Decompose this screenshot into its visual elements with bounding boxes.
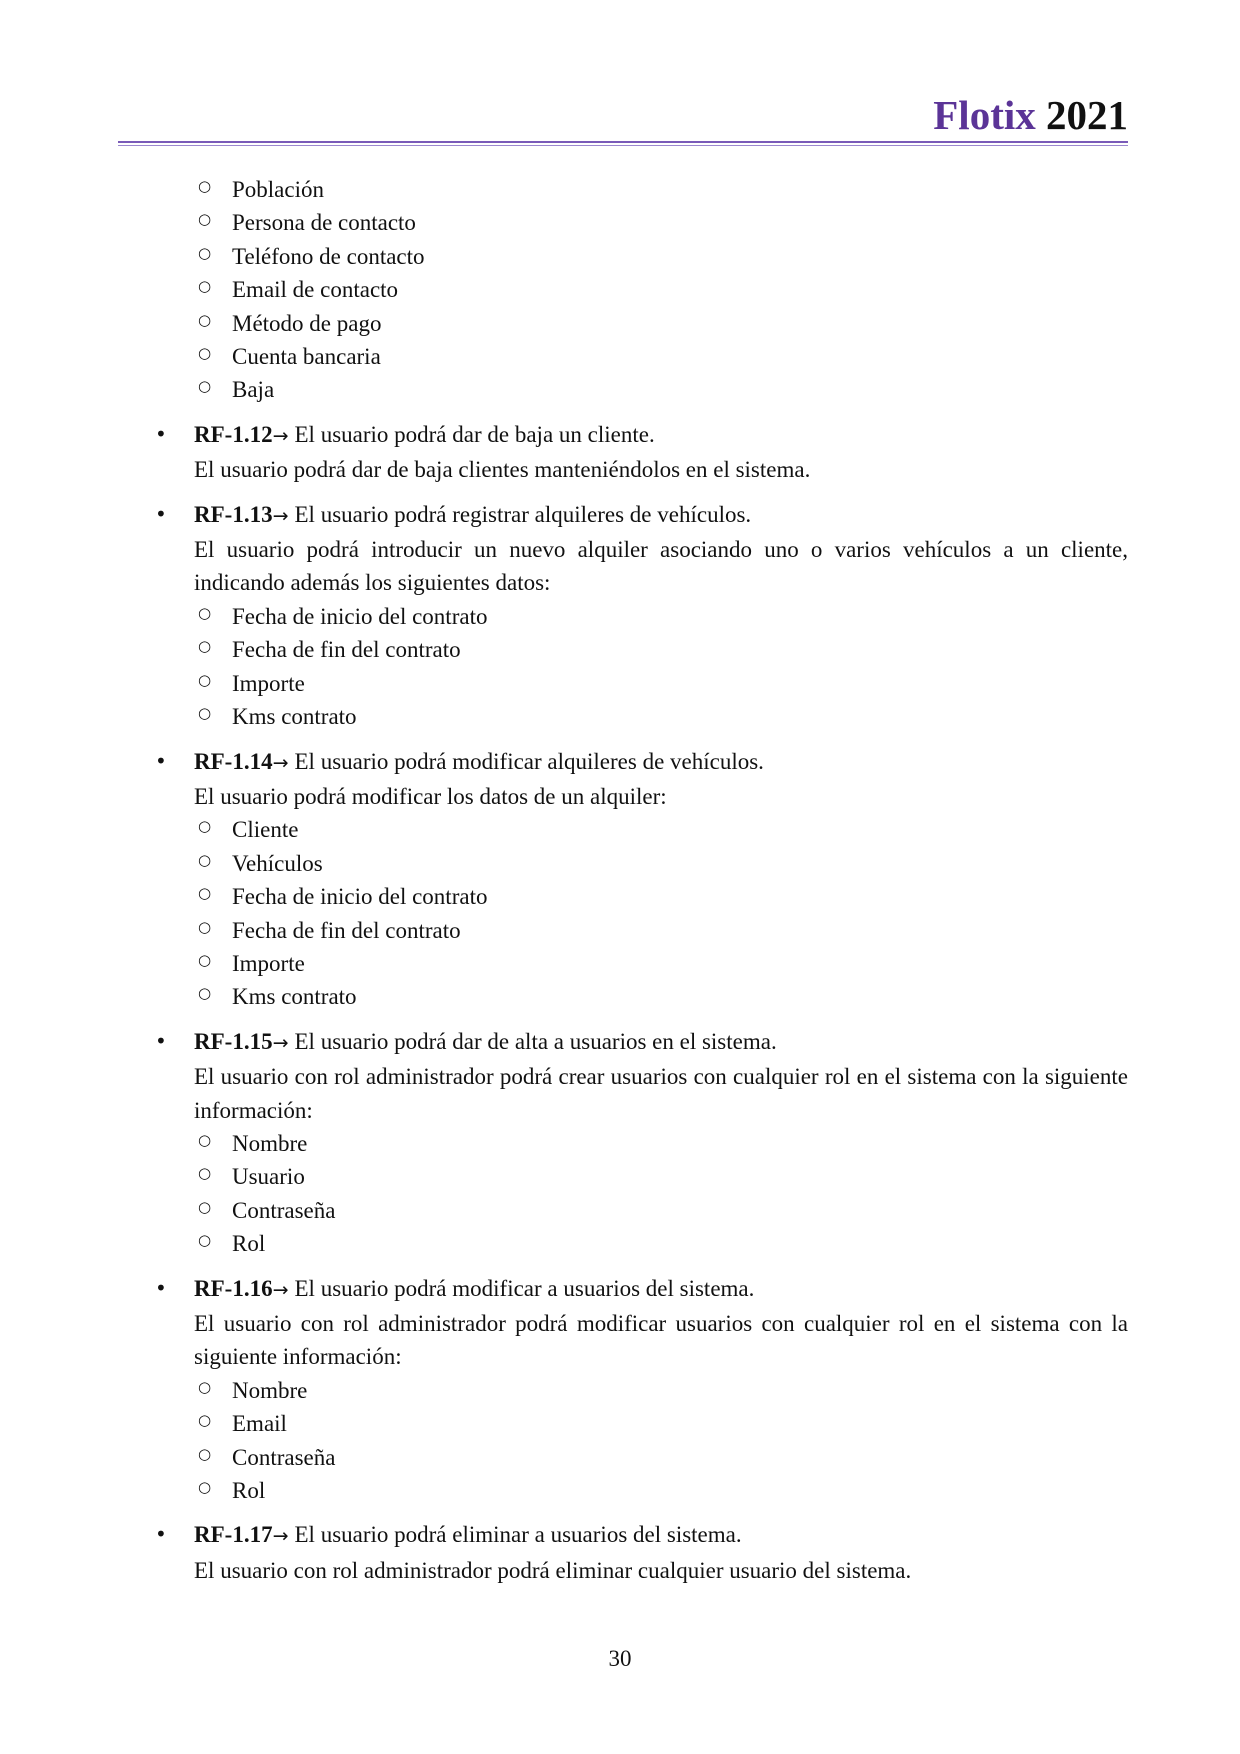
filled-bullet-icon: • (155, 748, 167, 773)
requirement-rf-1.14 (118, 745, 1128, 1014)
sub-list-item-text: Kms contrato (232, 704, 357, 730)
sub-list-item-text: Método de pago (232, 310, 382, 336)
right-arrow-icon: → (272, 1525, 289, 1548)
sub-list-item-text: Fecha de fin del contrato (232, 637, 461, 663)
sub-list-item-text: Email (232, 1411, 287, 1437)
sub-list-item (198, 600, 1128, 633)
requirement-title: El usuario podrá dar de baja un cliente. (294, 421, 655, 447)
sub-list-item-text: Nombre (232, 1130, 308, 1156)
requirement-heading (194, 1025, 1128, 1060)
page-number: 30 (608, 1646, 632, 1671)
sub-list-item (198, 1407, 1128, 1440)
sub-list-item-text: Rol (232, 1478, 266, 1504)
sub-list-item (198, 1127, 1128, 1160)
hollow-circle-bullet-icon: ○ (198, 950, 212, 969)
sub-list-item (198, 240, 1128, 273)
sub-list-item-text: Email de contacto (232, 277, 399, 303)
sub-list-item-text: Teléfono de contacto (232, 243, 425, 269)
hollow-circle-bullet-icon: ○ (198, 670, 212, 689)
sub-list-item-text: Cuenta bancaria (232, 344, 381, 370)
sub-list-item-text: Persona de contacto (232, 210, 416, 236)
requirement-heading (194, 1272, 1128, 1307)
sub-list-item-text: Población (232, 177, 324, 202)
sub-list-item (198, 373, 1128, 406)
sub-list-item-text: Importe (232, 670, 305, 696)
requirement-heading (194, 498, 1128, 533)
requirement-field-list (194, 1374, 1128, 1508)
intro-sub-list (118, 173, 1128, 407)
hollow-circle-bullet-icon: ○ (198, 984, 212, 1003)
requirement-code: RF-1.16 (194, 1275, 273, 1301)
requirement-field-list (194, 813, 1128, 1013)
sub-list-item (198, 700, 1128, 733)
right-arrow-icon: → (272, 751, 289, 774)
sub-list-item (198, 1160, 1128, 1193)
header-rule-bottom (118, 145, 1128, 146)
sub-list-item (198, 273, 1128, 306)
sub-list-item (198, 206, 1128, 239)
right-arrow-icon: → (272, 504, 289, 527)
requirement-heading (194, 418, 1128, 453)
filled-bullet-icon: • (155, 1275, 167, 1300)
header-rule-top (118, 141, 1128, 143)
page-content (118, 173, 1128, 1587)
hollow-circle-bullet-icon: ○ (198, 637, 212, 656)
requirement-title: El usuario podrá modificar a usuarios del sistema. (294, 1275, 755, 1301)
requirement-rf-1.13 (118, 498, 1128, 734)
hollow-circle-bullet-icon: ○ (198, 277, 212, 296)
requirement-code: RF-1.13 (194, 501, 273, 527)
filled-bullet-icon: • (155, 421, 167, 446)
sub-list-item (198, 1474, 1128, 1507)
sub-list-item-text: Usuario (232, 1164, 305, 1190)
hollow-circle-bullet-icon: ○ (198, 243, 212, 262)
sub-list-item-text: Importe (232, 950, 305, 976)
requirement-description: El usuario podrá dar de baja clientes manteniéndolos en el sistema. (194, 457, 811, 483)
sub-list-item (198, 980, 1128, 1013)
requirement-description: El usuario podrá modificar los datos de un alquiler: (194, 783, 667, 809)
sub-list-item (198, 914, 1128, 947)
sub-list-item (198, 340, 1128, 373)
requirement-title: El usuario podrá dar de alta a usuarios en el sistema. (294, 1028, 777, 1054)
sub-list-item (198, 947, 1128, 980)
sub-list-item-text: Contraseña (232, 1444, 336, 1470)
sub-list-item (198, 1227, 1128, 1260)
filled-bullet-icon: • (155, 1522, 167, 1547)
sub-list-item (198, 173, 1128, 206)
hollow-circle-bullet-icon: ○ (198, 1231, 212, 1250)
hollow-circle-bullet-icon: ○ (198, 1444, 212, 1463)
requirement-heading (194, 745, 1128, 780)
hollow-circle-bullet-icon: ○ (198, 310, 212, 329)
filled-bullet-icon: • (155, 1028, 167, 1053)
requirements-list (118, 418, 1128, 1587)
requirement-code: RF-1.15 (194, 1028, 273, 1054)
requirement-rf-1.12 (118, 418, 1128, 487)
hollow-circle-bullet-icon: ○ (198, 850, 212, 869)
hollow-circle-bullet-icon: ○ (198, 603, 212, 622)
hollow-circle-bullet-icon: ○ (198, 177, 212, 195)
filled-bullet-icon: • (155, 501, 167, 526)
sub-list-item (198, 307, 1128, 340)
sub-list-item-text: Fecha de inicio del contrato (232, 884, 488, 910)
sub-list-item (198, 847, 1128, 880)
requirement-code: RF-1.12 (194, 421, 273, 447)
hollow-circle-bullet-icon: ○ (198, 1130, 212, 1149)
sub-list-item (198, 813, 1128, 846)
requirement-description: El usuario con rol administrador podrá crear usuarios con cualquier rol en el sistema con la siguiente información: (194, 1064, 1128, 1123)
sub-list-item-text: Vehículos (232, 850, 323, 876)
requirement-code: RF-1.14 (194, 748, 273, 774)
hollow-circle-bullet-icon: ○ (198, 344, 212, 363)
hollow-circle-bullet-icon: ○ (198, 817, 212, 836)
sub-list-item-text: Cliente (232, 817, 299, 843)
hollow-circle-bullet-icon: ○ (198, 210, 212, 229)
right-arrow-icon: → (272, 1031, 289, 1054)
hollow-circle-bullet-icon: ○ (198, 1197, 212, 1216)
sub-list-item-text: Fecha de inicio del contrato (232, 603, 488, 629)
requirement-rf-1.17 (118, 1518, 1128, 1587)
document-title (933, 92, 1128, 138)
sub-list-item (198, 633, 1128, 666)
hollow-circle-bullet-icon: ○ (198, 884, 212, 903)
hollow-circle-bullet-icon: ○ (198, 917, 212, 936)
right-arrow-icon: → (272, 424, 289, 447)
requirement-rf-1.16 (118, 1272, 1128, 1508)
requirement-description: El usuario con rol administrador podrá eliminar cualquier usuario del sistema. (194, 1557, 912, 1583)
requirement-field-list (194, 1127, 1128, 1261)
sub-list-item-text: Rol (232, 1231, 266, 1257)
requirement-description: El usuario con rol administrador podrá modificar usuarios con cualquier rol en el sistema con la siguiente información: (194, 1311, 1128, 1370)
hollow-circle-bullet-icon: ○ (198, 1478, 212, 1497)
sub-list-item-text: Nombre (232, 1377, 308, 1403)
requirement-code: RF-1.17 (194, 1522, 273, 1548)
requirement-rf-1.15 (118, 1025, 1128, 1261)
hollow-circle-bullet-icon: ○ (198, 1377, 212, 1396)
sub-list-item-text: Kms contrato (232, 984, 357, 1010)
sub-list-item-text: Contraseña (232, 1197, 336, 1223)
requirement-title: El usuario podrá registrar alquileres de vehículos. (294, 501, 752, 527)
right-arrow-icon: → (272, 1278, 289, 1301)
hollow-circle-bullet-icon: ○ (198, 704, 212, 723)
sub-list-item-text: Fecha de fin del contrato (232, 917, 461, 943)
sub-list-item (198, 1194, 1128, 1227)
requirement-heading (194, 1518, 1128, 1553)
sub-list-item-text: Baja (232, 377, 275, 403)
page-header (118, 90, 1128, 148)
sub-list-item (198, 880, 1128, 913)
document-year: 2021 (1046, 92, 1128, 138)
hollow-circle-bullet-icon: ○ (198, 1164, 212, 1183)
requirement-title: El usuario podrá modificar alquileres de vehículos. (294, 748, 764, 774)
hollow-circle-bullet-icon: ○ (198, 377, 212, 396)
sub-list-item (198, 1374, 1128, 1407)
brand-name: Flotix (933, 92, 1036, 138)
sub-list-item (198, 1441, 1128, 1474)
sub-list-item (198, 667, 1128, 700)
requirement-description: El usuario podrá introducir un nuevo alquiler asociando uno o varios vehículos a un cliente, indicando además los siguientes datos: (194, 537, 1128, 596)
requirement-field-list (194, 600, 1128, 734)
hollow-circle-bullet-icon: ○ (198, 1411, 212, 1430)
requirement-title: El usuario podrá eliminar a usuarios del sistema. (294, 1522, 742, 1548)
